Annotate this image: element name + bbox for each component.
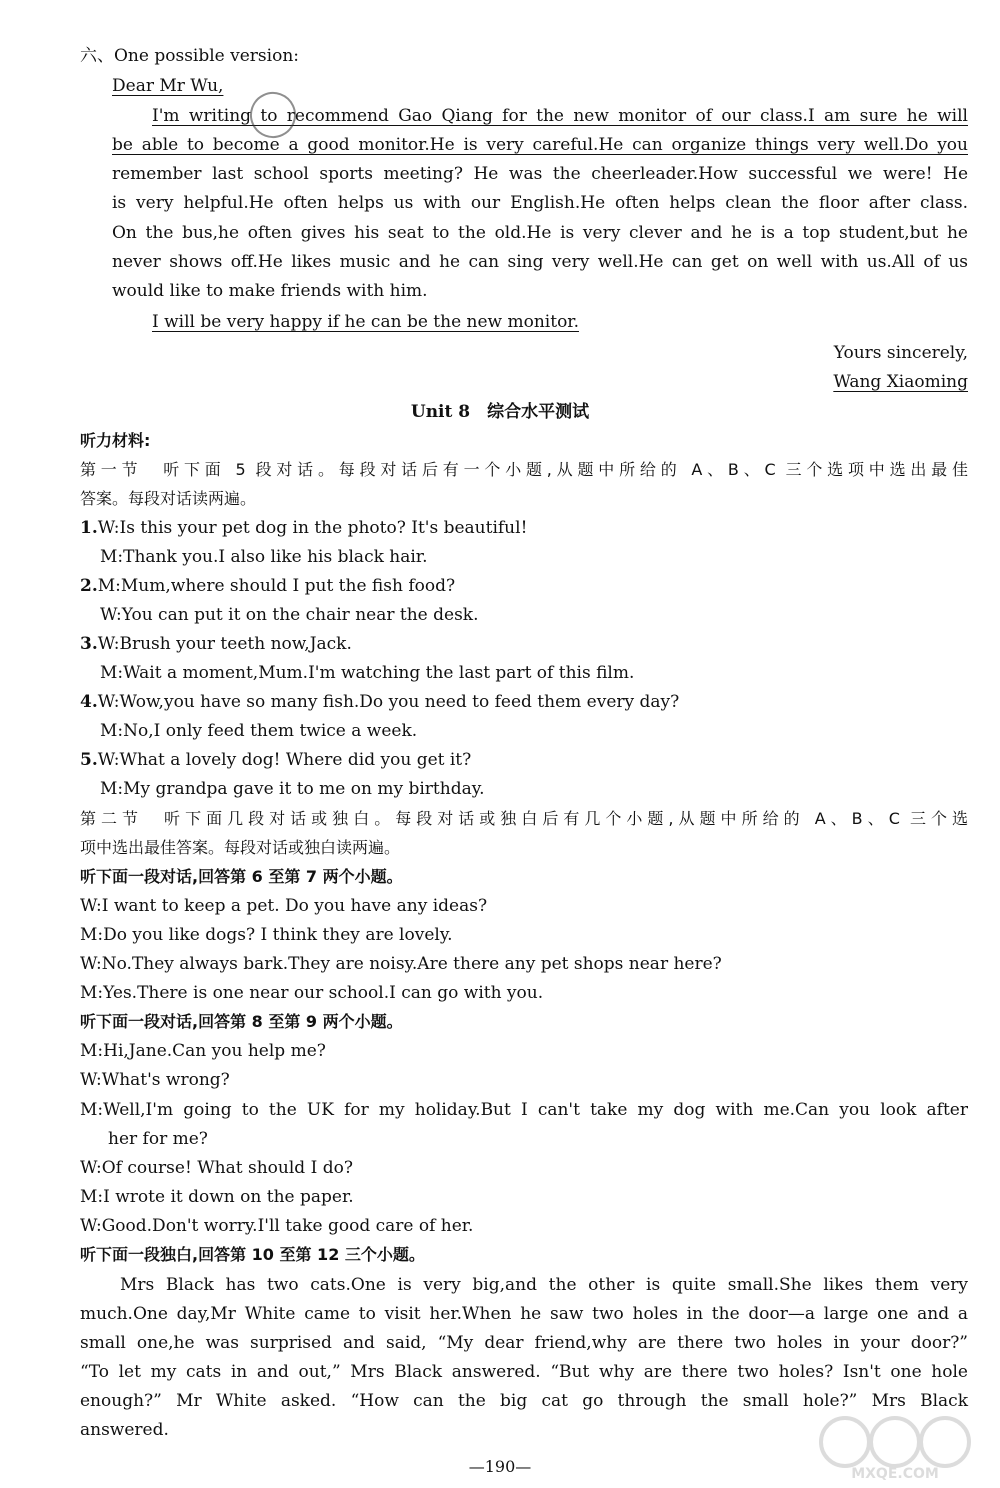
dialogue-2-line-1 [80,574,455,598]
part-b-line-6: M:I wrote it down on the paper. [80,1187,354,1207]
letter-line-5: On the bus,he often gives his seat to the old.He is very clever and he is a top student,but he [112,223,968,243]
part-b-line-3: M:Well,I'm going to the UK for my holiday.But I can't take my dog with me.Can you look after [80,1100,968,1120]
part-a-line-1: W:I want to keep a pet. Do you have any ideas? [80,896,488,916]
dialogue-3-line-1 [80,632,352,656]
listening-label: 听力材料: [80,431,151,450]
letter-line-1: I'm writing to recommend Gao Qiang for the new monitor of our class.I am sure he will [152,106,968,126]
dialogue-2-line-2: W:You can put it on the chair near the desk. [100,605,479,625]
letter-closing: Yours sincerely, [833,343,968,363]
letter-line-7: would like to make friends with him. [112,281,428,301]
monologue-line-2: much.One day,Mr White came to visit her.When he saw two holes in the door—a large one and a [80,1304,968,1324]
letter-line-4: is very helpful.He often helps us with our English.He often helps clean the floor after class. [112,193,968,213]
section2-line-1: 第二节 听下面几段对话或独白。每段对话或独白后有几个小题,从题中所给的 A、B、C 三个选 [80,809,968,828]
monologue-line-5: enough?” Mr White asked. “How can the big cat go through the small hole?” Mrs Black [80,1391,968,1411]
dialogue-text: M:Mum,where should I put the fish food? [97,576,456,596]
dialogue-4-line-1 [80,690,679,714]
monologue-line-4: “To let my cats in and out,” Mrs Black answered. “But why are there two holes? Isn't one hole [80,1362,968,1382]
letter-salutation: Dear Mr Wu, [112,76,224,96]
part-a-line-3: W:No.They always bark.They are noisy.Are there any pet shops near here? [80,954,722,974]
letter-line-6: never shows off.He likes music and he can sing very well.He can get on well with us.All of us [112,252,968,272]
section1-line-2: 答案。每段对话读两遍。 [80,489,257,508]
watermark-logo [810,1412,980,1482]
dialogue-text: W:Wow,you have so many fish.Do you need to feed them every day? [97,692,680,712]
part-b-line-7: W:Good.Don't worry.I'll take good care of her. [80,1216,474,1236]
dialogue-number: 2. [80,576,98,596]
dialogue-number: 3. [80,634,98,654]
part-a-line-2: M:Do you like dogs? I think they are lovely. [80,925,453,945]
section1-line-1: 第一节 听下面 5 段对话。每段对话后有一个小题,从题中所给的 A、B、C 三个选项中选出最佳 [80,460,968,479]
dialogue-text: W:Is this your pet dog in the photo? It's beautiful! [97,518,528,538]
dialogue-number: 5. [80,750,98,770]
letter-line-3: remember last school sports meeting? He was the cheerleader.How successful we were! He [112,164,968,184]
dialogue-1-line-2: M:Thank you.I also like his black hair. [100,547,428,567]
dialogue-4-line-2: M:No,I only feed them twice a week. [100,721,418,741]
dialogue-text: W:What a lovely dog! Where did you get it? [97,750,472,770]
part-c-intro: 听下面一段独白,回答第 10 至第 12 三个小题。 [80,1245,425,1264]
section2-line-2: 项中选出最佳答案。每段对话或独白读两遍。 [80,838,401,857]
page-number: —190— [468,1457,532,1476]
dialogue-3-line-2: M:Wait a moment,Mum.I'm watching the last part of this film. [100,663,635,683]
unit-title: Unit 8 综合水平测试 [410,402,590,422]
monologue-line-1: Mrs Black has two cats.One is very big,and the other is quite small.She likes them very [120,1275,968,1295]
dialogue-1-line-1 [80,516,527,540]
letter-line-2: be able to become a good monitor.He is very careful.He can organize things very well.Do you [112,135,968,155]
letter-signature: Wang Xiaoming [833,372,968,392]
part-a-line-4: M:Yes.There is one near our school.I can go with you. [80,983,544,1003]
dialogue-text: W:Brush your teeth now,Jack. [97,634,352,654]
part-b-line-2: W:What's wrong? [80,1070,230,1090]
dialogue-5-line-1 [80,748,471,772]
dialogue-5-line-2: M:My grandpa gave it to me on my birthday. [100,779,485,799]
monologue-line-6: answered. [80,1420,169,1440]
letter-paragraph-2: I will be very happy if he can be the new monitor. [152,312,579,332]
part-b-line-4: her for me? [108,1129,208,1149]
part-b-intro: 听下面一段对话,回答第 8 至第 9 两个小题。 [80,1012,403,1031]
part-b-line-5: W:Of course! What should I do? [80,1158,353,1178]
part-b-line-1: M:Hi,Jane.Can you help me? [80,1041,326,1061]
dialogue-number: 1. [80,518,98,538]
monologue-line-3: small one,he was surprised and said, “My dear friend,why are there two holes in your door?” [80,1333,968,1353]
svg-text:MXQE.COM: MXQE.COM [851,1466,939,1482]
part-a-intro: 听下面一段对话,回答第 6 至第 7 两个小题。 [80,867,403,886]
letter-heading: 六、One possible version: [80,46,299,66]
dialogue-number: 4. [80,692,98,712]
